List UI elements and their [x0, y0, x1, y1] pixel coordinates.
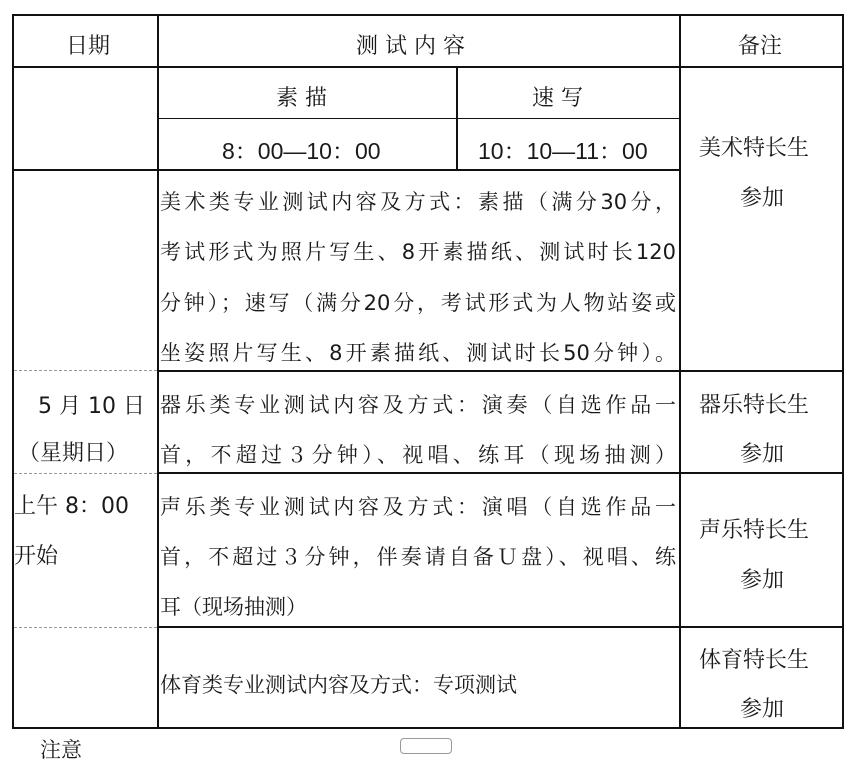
table-bottom-border	[12, 727, 844, 729]
art-sketch-time: 8：00—10：00	[222, 138, 381, 164]
table-top-border	[12, 14, 844, 16]
instrument-row-rule	[157, 472, 844, 474]
vocal-row-rule	[157, 626, 844, 628]
instrument-desc-line: 器乐类专业测试内容及方式：演奏（自选作品一	[160, 393, 676, 417]
vocal-remark-line1: 声乐特长生	[699, 518, 810, 543]
art-desc-line: 分钟）；速写（满分20分，考试形式为人物站姿或	[160, 291, 676, 315]
vocal-desc-line: 首，不超过３分钟，伴奏请自备Ｕ盘）、视唱、练	[160, 545, 676, 569]
art-remark-line1: 美术特长生	[699, 136, 810, 161]
date-dash-1	[14, 370, 157, 371]
art-speed-label: 速 写	[532, 86, 583, 111]
art-subheader-rule	[157, 118, 681, 119]
art-time-rule	[12, 169, 681, 171]
sports-remark-line2: 参加	[740, 697, 785, 722]
art-desc-line: 考试形式为照片写生、8开素描纸、测试时长120	[160, 240, 676, 264]
vocal-desc-line: 声乐类专业测试内容及方式：演唱（自选作品一	[160, 495, 676, 519]
date-dash-3	[14, 627, 157, 628]
date-line4: 开始	[14, 544, 59, 569]
date-line2: （星期日）	[18, 441, 129, 466]
date-dash-2	[14, 473, 157, 474]
footer-partial-box	[400, 738, 452, 754]
art-remark-line2: 参加	[740, 186, 785, 211]
footer-partial-text: 注意	[40, 738, 82, 762]
date-line3: 上午 8：00	[14, 494, 129, 519]
art-desc-line: 坐姿照片写生、8开素描纸、测试时长50分钟）。	[160, 341, 676, 365]
art-speed-time: 10：10—11：00	[478, 138, 648, 164]
art-desc-line: 美术类专业测试内容及方式：素描（满分30分，	[160, 190, 676, 214]
table-left-border	[12, 14, 14, 729]
instrument-remark-line1: 器乐特长生	[699, 393, 810, 418]
header-content: 测 试 内 容	[356, 34, 465, 59]
header-remark: 备注	[738, 34, 783, 59]
art-row-rule	[157, 370, 844, 372]
vocal-remark-line2: 参加	[740, 568, 785, 593]
date-line1: 5 月 10 日	[38, 394, 145, 419]
instrument-desc-line: 首，不超过３分钟）、视唱、练耳（现场抽测）	[160, 443, 676, 467]
instrument-remark-line2: 参加	[740, 442, 785, 467]
sports-remark-line1: 体育特长生	[699, 648, 810, 673]
art-sketch-label: 素 描	[276, 86, 327, 111]
header-rule	[12, 66, 844, 68]
divider-sketch-speed	[456, 68, 458, 171]
header-date: 日期	[66, 34, 111, 59]
sports-desc: 体育类专业测试内容及方式：专项测试	[160, 673, 517, 697]
vocal-desc-line: 耳（现场抽测）	[160, 595, 307, 619]
